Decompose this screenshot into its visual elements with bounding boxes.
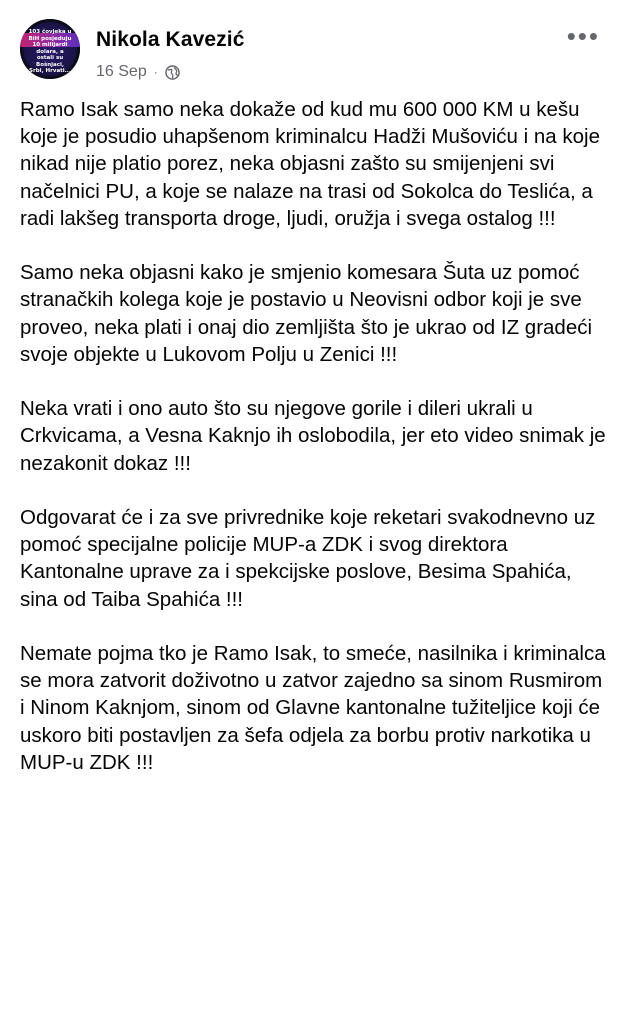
avatar[interactable]: [20, 19, 80, 79]
post-meta: [96, 63, 180, 81]
meta-separator: ·: [153, 65, 158, 79]
post-paragraph: Ramo Isak samo neka dokaže od kud mu 600 000 KM u kešu koje je posudio uhapšenom kriminalcu Hadži Mušoviću i na koje nikad nije platio porez, neka objasni zašto su smijenjeni svi načelnici PU, a koje se nalaze na trasi od Sokolca do Teslića, a radi lakšeg transporta droge, ljudi, oružja i svega ostalog !!!: [20, 98, 600, 230]
post-header: [20, 16, 600, 88]
globe-icon[interactable]: [165, 65, 180, 80]
post-paragraph: Neka vrati i ono auto što su njegove gorile i dileri ukrali u Crkvicama, a Vesna Kaknjo ih oslobodila, jer eto video snimak je nezakonit dokaz !!!: [20, 397, 606, 475]
author-name[interactable]: Nikola Kavezić: [96, 28, 245, 51]
post-date[interactable]: 16 Sep: [96, 63, 147, 80]
post-paragraph: Nemate pojma tko je Ramo Isak, to smeće, nasilnika i kriminalca se mora zatvorit doživotno u zatvor zajedno sa sinom Rusmirom i Ninom Kaknjom, sinom od Glavne kantonalne tužiteljice koji će uskoro biti postavljen za šefa odjela za borbu protiv narkotika u MUP-u ZDK !!!: [20, 642, 606, 774]
avatar-text: 103 čovjeka u BiH posjeduju 10 milijardi dolara, a ostali su Bošnjaci, Srbi, Hrvati...: [28, 29, 72, 74]
more-options-icon[interactable]: •••: [566, 21, 600, 51]
post-body: [20, 96, 606, 803]
post-paragraph: Odgovarat će i za sve privrednike koje reketari svakodnevno uz pomoć specijalne policije MUP-a ZDK i svog direktora Kantonalne uprave za i spekcijske poslove, Besima Spahića, sina od Taiba Spahića !!!: [20, 506, 596, 611]
post-paragraph: Samo neka objasni kako je smjenio komesara Šuta uz pomoć stranačkih kolega koje je postavio u Neovisni odbor koji je sve proveo, neka plati i onaj dio zemljišta što je ukrao od IZ gradeći svoje objekte u Lukovom Polju u Zenici !!!: [20, 261, 593, 366]
